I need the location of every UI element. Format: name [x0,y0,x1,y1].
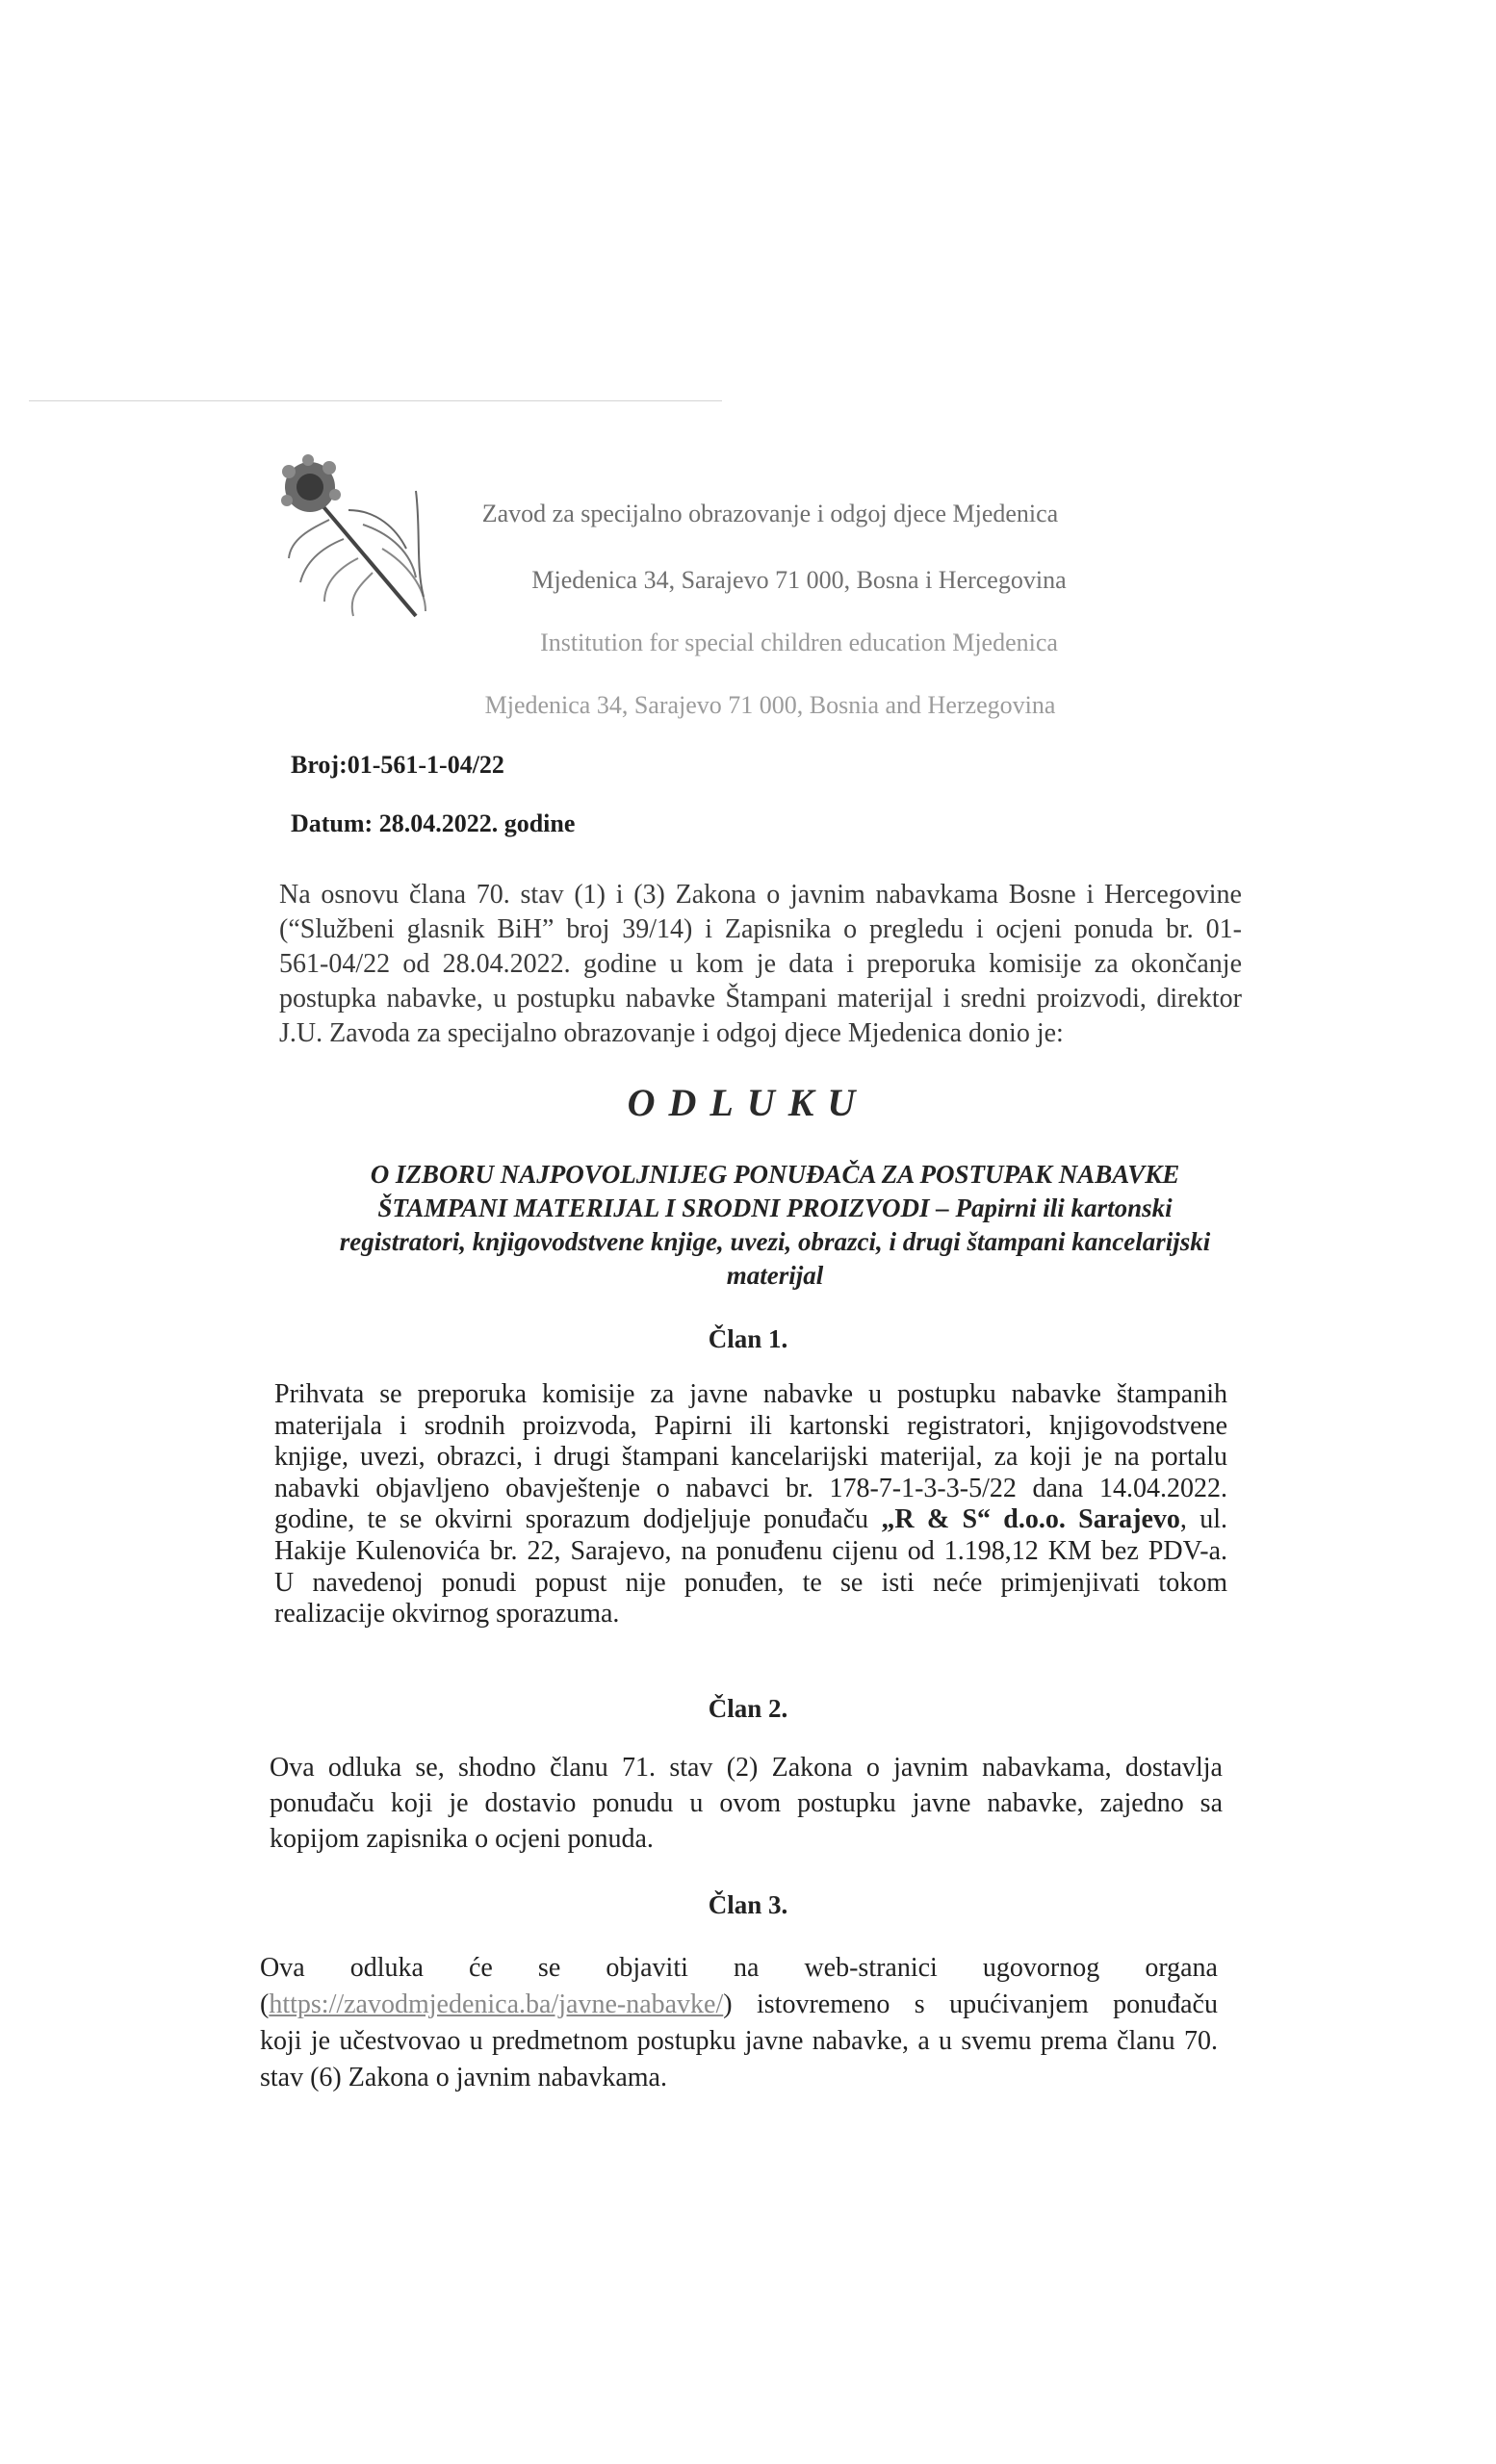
text-segment: godine, te se okvirni sporazum dodjeljuje ponuđaču [274,1504,882,1535]
institution-address-en: Mjedenica 34, Sarajevo 71 000, Bosnia and Herzegovina [484,691,1056,719]
text-line: U navedenoj ponudi popust nije ponuđen, te se isti neće primjenjivati tokom [274,1567,1227,1598]
text-line: ŠTAMPANI MATERIJAL I SRODNI PROIZVODI – Papirni ili kartonski [377,1194,1173,1222]
text-line: nabavki objavljeno obavještenje o nabavci br. 178-7-1-3-3-5/22 dana 14.04.2022. [274,1473,1227,1503]
institution-address: Mjedenica 34, Sarajevo 71 000, Bosna i Hercegovina [531,566,1067,594]
document-date: Datum: 28.04.2022. godine [291,809,576,837]
institution-name: Zavod za specijalno obrazovanje i odgoj djece Mjedenica [481,500,1059,527]
text-line: Na osnovu člana 70. stav (1) i (3) Zakona o javnim nabavkama Bosne i Hercegovine [279,880,1242,910]
text-line: registratori, knjigovodstvene knjige, uvezi, obrazci, i drugi štampani kancelarijski [339,1227,1211,1256]
website-link[interactable]: https://zavodmjedenica.ba/javne-nabavke/ [269,1989,724,2019]
text-line: knjige, uvezi, obrazci, i drugi štampani kancelarijski materijal, za koji je na portalu [274,1442,1227,1473]
document-number: Broj:01-561-1-04/22 [291,751,504,779]
text-segment: ( [260,1989,270,2019]
article-2-heading: Član 2. [708,1694,788,1723]
intro-paragraph [279,878,1242,1051]
text-line: (“Službeni glasnik BiH” broj 39/14) i Zapisnika o pregledu i ocjeni ponuda br. 01- [279,914,1242,944]
text-line: koji je učestvovao u predmetnom postupku javne nabavke, a u svemu prema članu 70. [260,2026,1218,2056]
document-subtitle [318,1158,1232,1293]
article-1-text [274,1379,1227,1630]
article-3-heading: Član 3. [708,1890,788,1919]
feather-flower-logo-icon [271,452,437,635]
text-line: materijala i srodnih proizvoda, Papirni ili kartonski registratori, knjigovodstvene [274,1410,1227,1441]
article-3-text [260,1950,1218,2096]
institution-name-en: Institution for special children education Mjedenica [540,629,1058,656]
text-line: Hakije Kulenovića br. 22, Sarajevo, na ponuđenu cijenu od 1.198,12 KM bez PDV-a. [274,1535,1227,1566]
bidder-name: „R & S“ d.o.o. Sarajevo [881,1504,1180,1535]
text-line [260,1987,1218,2023]
article-2-text [270,1750,1223,1857]
text-line: 561-04/22 od 28.04.2022. godine u kom je data i preporuka komisije za okončanje [279,949,1242,979]
text-line: materijal [726,1261,824,1290]
text-line: Ova odluka će se objaviti na web-stranici ugovornog organa [260,1953,1218,1983]
text-line [274,1504,1227,1536]
text-line: postupka nabavke, u postupku nabavke Štampani materijal i sredni proizvodi, direktor [279,984,1242,1014]
text-line: J.U. Zavoda za specijalno obrazovanje i odgoj djece Mjedenica donio je: [279,1018,1064,1048]
text-line: O IZBORU NAJPOVOLJNIJEG PONUĐAČA ZA POSTUPAK NABAVKE [370,1160,1180,1189]
text-line: realizacije okvirnog sporazuma. [274,1599,620,1630]
text-line: stav (6) Zakona o javnim nabavkama. [260,2063,667,2092]
document-title: ODLUKU [627,1081,869,1124]
scan-edge-line [29,400,722,401]
text-segment: , ul. [1179,1504,1227,1535]
text-line: ponuđaču koji je dostavio ponudu u ovom postupku javne nabavke, zajedno sa [270,1788,1223,1818]
text-line: Ova odluka se, shodno članu 71. stav (2) Zakona o javnim nabavkama, dostavlja [270,1753,1223,1783]
text-line: Prihvata se preporuka komisije za javne nabavke u postupku nabavke štampanih [274,1379,1227,1409]
text-segment: ) istovremeno s upućivanjem ponuđaču [723,1989,1218,2019]
text-line: kopijom zapisnika o ocjeni ponuda. [270,1824,654,1854]
article-1-heading: Član 1. [708,1324,788,1353]
